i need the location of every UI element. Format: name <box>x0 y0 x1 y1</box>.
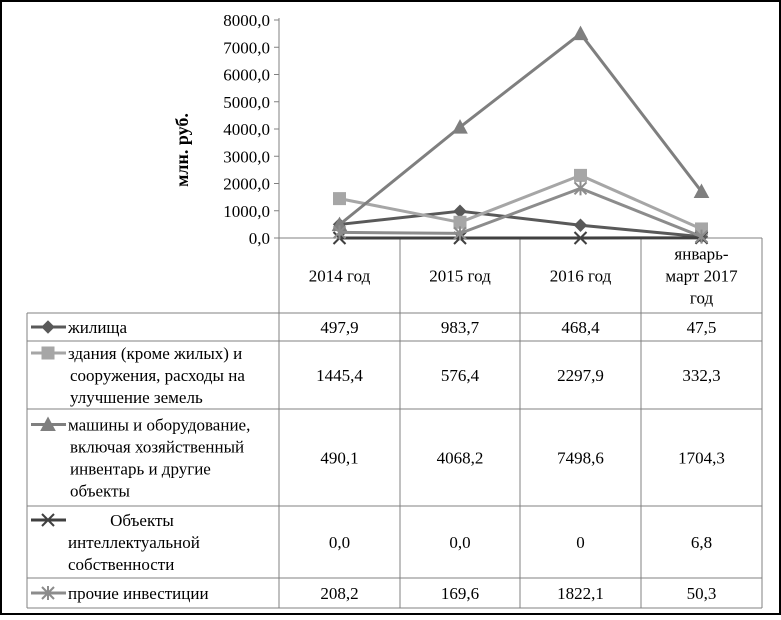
data-point <box>454 205 466 217</box>
data-label: 1445,4 <box>316 366 363 385</box>
legend-label: Объекты <box>110 511 174 530</box>
y-tick-label: 2000,0 <box>223 175 270 194</box>
data-label: 6,8 <box>691 533 712 552</box>
data-label: 490,1 <box>320 449 358 468</box>
legend-label: жилища <box>67 318 128 337</box>
legend-label: объекты <box>70 482 131 501</box>
legend-key-marker <box>42 321 54 333</box>
series-line <box>340 175 702 229</box>
data-label: 468,4 <box>561 318 600 337</box>
series-line <box>340 34 702 225</box>
legend-label: сооружения, расходы на <box>70 366 245 385</box>
legend-label: собственности <box>68 555 174 574</box>
y-tick-label: 7000,0 <box>223 38 270 57</box>
data-point <box>575 219 587 231</box>
legend-key-marker <box>42 347 54 359</box>
y-tick-label: 5000,0 <box>223 93 270 112</box>
x-category-label: 2016 год <box>550 267 612 286</box>
data-label: 2297,9 <box>557 366 604 385</box>
data-label: 169,6 <box>441 584 479 603</box>
y-tick-label: 6000,0 <box>223 66 270 85</box>
legend-label: интеллектуальной <box>68 533 200 552</box>
data-point <box>334 193 346 205</box>
x-category-label: март 2017 <box>665 267 738 286</box>
data-label: 0 <box>576 533 585 552</box>
y-axis-title: млн. руб. <box>172 113 192 187</box>
legend-label: улучшение земель <box>70 388 203 407</box>
data-label: 576,4 <box>441 366 480 385</box>
legend-label: здания (кроме жилых) и <box>68 344 242 363</box>
legend-label: машины и оборудование, <box>68 416 250 435</box>
data-label: 1822,1 <box>557 584 604 603</box>
y-tick-label: 1000,0 <box>223 202 270 221</box>
data-label: 0,0 <box>329 533 350 552</box>
data-label: 50,3 <box>687 584 717 603</box>
x-category-label: 2014 год <box>309 267 371 286</box>
data-label: 983,7 <box>441 318 480 337</box>
data-label: 4068,2 <box>437 449 484 468</box>
series-line <box>340 188 702 236</box>
y-tick-label: 4000,0 <box>223 120 270 139</box>
x-category-label: январь- <box>674 245 729 264</box>
x-category-label: 2015 год <box>429 267 491 286</box>
y-tick-label: 8000,0 <box>223 11 270 30</box>
data-point <box>574 27 588 40</box>
y-tick-label: 0,0 <box>249 229 270 248</box>
data-label: 0,0 <box>449 533 470 552</box>
data-label: 47,5 <box>687 318 717 337</box>
legend-label: прочие инвестиции <box>68 584 209 603</box>
legend-label: инвентарь и другие <box>70 460 211 479</box>
data-label: 332,3 <box>682 366 720 385</box>
x-category-label: год <box>690 289 714 308</box>
data-label: 7498,6 <box>557 449 604 468</box>
legend-label: включая хозяйственный <box>70 438 244 457</box>
data-label: 497,9 <box>320 318 358 337</box>
y-tick-label: 3000,0 <box>223 147 270 166</box>
data-label: 1704,3 <box>678 449 725 468</box>
data-point <box>575 169 587 181</box>
data-label: 208,2 <box>320 584 358 603</box>
